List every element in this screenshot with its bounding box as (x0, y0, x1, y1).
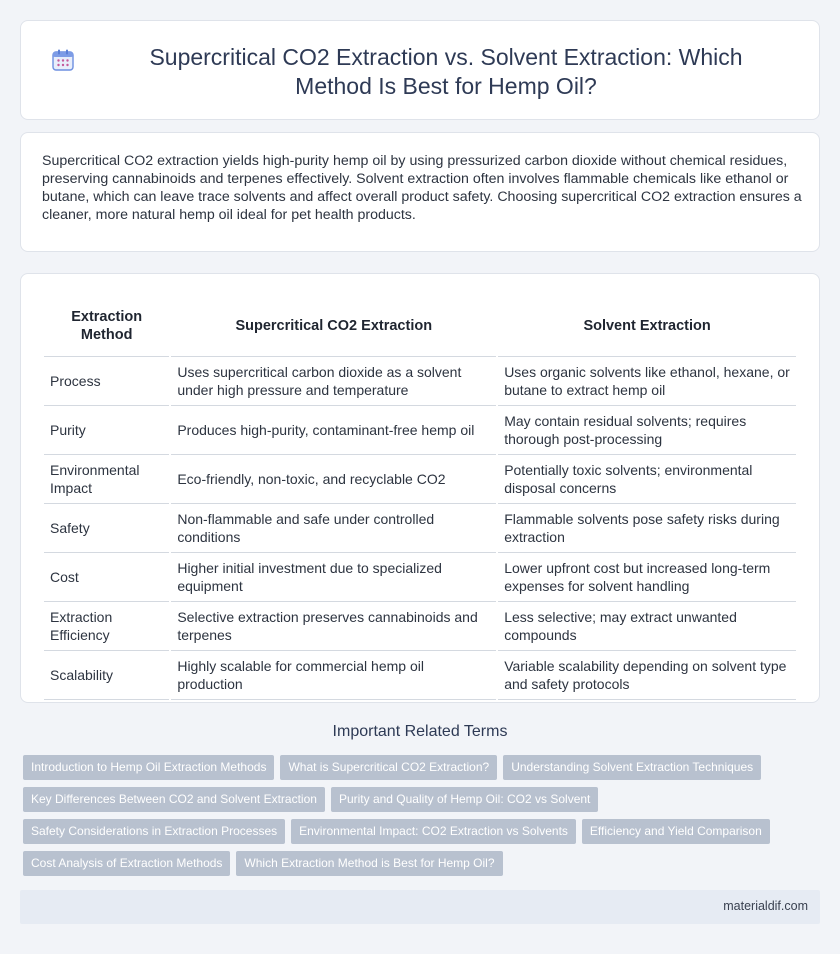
table-row (44, 504, 796, 553)
row-label: Scalability (44, 651, 169, 700)
related-term-link[interactable]: Purity and Quality of Hemp Oil: CO2 vs Solvent (331, 787, 598, 812)
related-term-link[interactable]: Environmental Impact: CO2 Extraction vs Solvents (291, 819, 576, 844)
row-label: Cost (44, 553, 169, 602)
title-card (20, 20, 820, 120)
co2-cell: Highly scalable for commercial hemp oil production (171, 651, 496, 700)
solvent-cell: Less selective; may extract unwanted compounds (498, 602, 796, 651)
related-term-link[interactable]: Understanding Solvent Extraction Techniques (503, 755, 761, 780)
co2-cell: Produces high-purity, contaminant-free hemp oil (171, 406, 496, 455)
intro-card (20, 132, 820, 252)
page-title: Supercritical CO2 Extraction vs. Solvent Extraction: Which Method Is Best for Hemp Oil? (149, 44, 743, 99)
table-row (44, 651, 796, 700)
tag-row (23, 755, 823, 780)
co2-cell: Selective extraction preserves cannabinoids and terpenes (171, 602, 496, 651)
header-solvent-extraction: Solvent Extraction (498, 295, 796, 357)
header-extraction-method: Extraction Method (44, 295, 169, 357)
related-term-link[interactable]: Key Differences Between CO2 and Solvent Extraction (23, 787, 325, 812)
row-label: Safety (44, 504, 169, 553)
related-term-link[interactable]: Cost Analysis of Extraction Methods (23, 851, 230, 876)
co2-cell: Uses supercritical carbon dioxide as a solvent under high pressure and temperature (171, 357, 496, 406)
solvent-cell: Flammable solvents pose safety risks during extraction (498, 504, 796, 553)
tag-row (23, 851, 823, 876)
tag-row (23, 787, 823, 812)
footer-bar (20, 890, 820, 924)
intro-paragraph: Supercritical CO2 extraction yields high-purity hemp oil by using pressurized carbon dioxide without chemical residues, preserving cannabinoids and terpenes effectively. Solvent extraction often involves flammable chemicals like ethanol or butane, which can leave trace solvents and affect overall product safety. Choosing supercritical CO2 extraction ensures a cleaner, more natural hemp oil ideal for pet health products. (42, 153, 802, 223)
related-terms-list (23, 755, 823, 883)
co2-cell: Non-flammable and safe under controlled conditions (171, 504, 496, 553)
related-term-link[interactable]: Efficiency and Yield Comparison (582, 819, 770, 844)
table-row (44, 406, 796, 455)
row-label: Purity (44, 406, 169, 455)
solvent-cell: Uses organic solvents like ethanol, hexane, or butane to extract hemp oil (498, 357, 796, 406)
row-label: Process (44, 357, 169, 406)
row-label: Extraction Efficiency (44, 602, 169, 651)
table-header-row (44, 295, 796, 357)
co2-cell: Eco-friendly, non-toxic, and recyclable CO2 (171, 455, 496, 504)
row-label: Environmental Impact (44, 455, 169, 504)
solvent-cell: Potentially toxic solvents; environmental disposal concerns (498, 455, 796, 504)
solvent-cell: Variable scalability depending on solvent type and safety protocols (498, 651, 796, 700)
related-terms-heading: Important Related Terms (332, 723, 508, 740)
tag-row (23, 819, 823, 844)
table-row (44, 357, 796, 406)
table-row (44, 455, 796, 504)
solvent-cell: Lower upfront cost but increased long-term expenses for solvent handling (498, 553, 796, 602)
comparison-card (20, 273, 820, 703)
related-term-link[interactable]: Safety Considerations in Extraction Processes (23, 819, 285, 844)
footer-site-name[interactable]: materialdif.com (723, 899, 808, 913)
comparison-table (42, 295, 798, 700)
related-term-link[interactable]: Which Extraction Method is Best for Hemp Oil? (236, 851, 502, 876)
header-supercritical-co2: Supercritical CO2 Extraction (171, 295, 496, 357)
related-term-link[interactable]: Introduction to Hemp Oil Extraction Methods (23, 755, 274, 780)
table-row (44, 602, 796, 651)
solvent-cell: May contain residual solvents; requires thorough post-processing (498, 406, 796, 455)
co2-cell: Higher initial investment due to specialized equipment (171, 553, 496, 602)
table-row (44, 553, 796, 602)
related-term-link[interactable]: What is Supercritical CO2 Extraction? (280, 755, 497, 780)
